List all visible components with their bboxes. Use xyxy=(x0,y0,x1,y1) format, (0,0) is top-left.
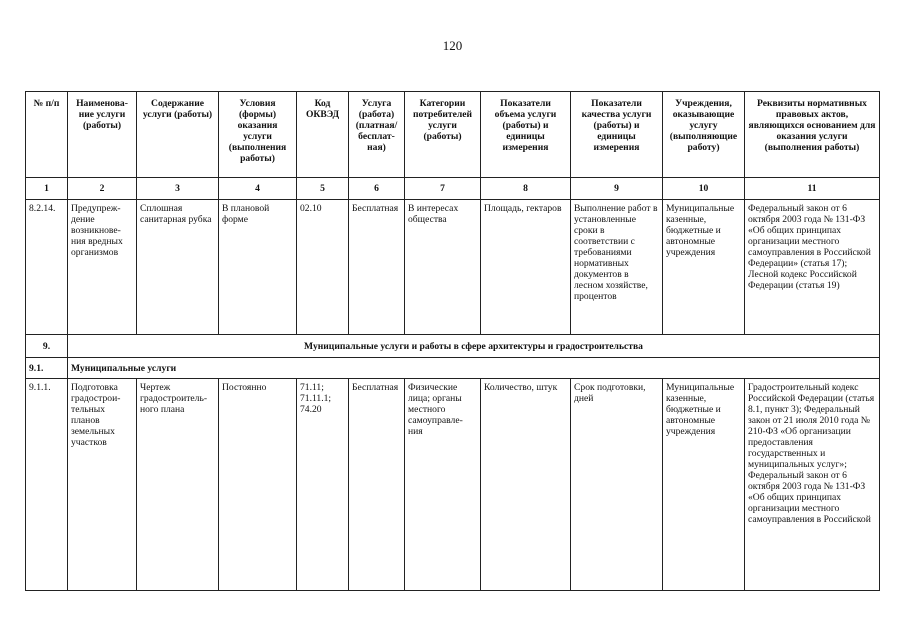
column-number: 10 xyxy=(663,178,745,200)
header-cell: Учреждения, оказывающие услугу (выполняющие работу) xyxy=(663,92,745,178)
header-cell: Услуга (работа) (платная/ бесплат-ная) xyxy=(349,92,405,178)
paid-status: Бесплатная xyxy=(349,379,405,591)
paid-status: Бесплатная xyxy=(349,200,405,335)
volume-indicator: Количество, штук xyxy=(481,379,571,591)
section-title: Муниципальные услуги и работы в сфере архитектуры и градостроительства xyxy=(68,335,880,358)
header-cell: Показатели объема услуги (работы) и единицы измерения xyxy=(481,92,571,178)
header-cell: Реквизиты нормативных правовых актов, являющихся основанием для оказания услуги (выполнения работы) xyxy=(745,92,880,178)
service-conditions: В плановой форме xyxy=(219,200,297,335)
subsection-title: Муниципальные услуги xyxy=(68,358,880,379)
consumer-category: Физические лица; органы местного самоуправле-ния xyxy=(405,379,481,591)
okved-code: 02.10 xyxy=(297,200,349,335)
header-cell: Наименова-ние услуги (работы) xyxy=(68,92,137,178)
column-number: 8 xyxy=(481,178,571,200)
page-number: 120 xyxy=(442,38,463,53)
legal-basis: Градостроительный кодекс Российской Федерации (статья 8.1, пункт 3); Федеральный закон от 21 июля 2010 года № 210-ФЗ «Об организации предоставления государственных и муниципальных услуг»; Федеральный закон от 6 октября 2003 года № 131-ФЗ «Об общих принципах организации местного самоуправления в Российской xyxy=(745,379,880,591)
volume-indicator: Площадь, гектаров xyxy=(481,200,571,335)
column-number: 5 xyxy=(297,178,349,200)
column-number: 11 xyxy=(745,178,880,200)
subsection-number: 9.1. xyxy=(26,358,68,379)
okved-code: 71.11; 71.11.1; 74.20 xyxy=(297,379,349,591)
column-number: 7 xyxy=(405,178,481,200)
column-number: 1 xyxy=(26,178,68,200)
table-header-row xyxy=(26,92,880,178)
legal-basis: Федеральный закон от 6 октября 2003 года № 131-ФЗ «Об общих принципах организации местного самоуправления в Российской Федерации» (статья 17); Лесной кодекс Российской Федерации (статья 19) xyxy=(745,200,880,335)
service-content: Чертеж градостроитель-ного плана xyxy=(137,379,219,591)
service-content: Сплошная санитарная рубка xyxy=(137,200,219,335)
column-number: 3 xyxy=(137,178,219,200)
quality-indicator: Срок подготовки, дней xyxy=(571,379,663,591)
table-row xyxy=(26,379,880,591)
section-number: 9. xyxy=(26,335,68,358)
column-number: 4 xyxy=(219,178,297,200)
service-name: Подготовка градострои-тельных планов земельных участков xyxy=(68,379,137,591)
service-conditions: Постоянно xyxy=(219,379,297,591)
column-number: 6 xyxy=(349,178,405,200)
section-row xyxy=(26,335,880,358)
column-number-row xyxy=(26,178,880,200)
column-number: 2 xyxy=(68,178,137,200)
providing-institutions: Муниципальные казенные, бюджетные и автономные учреждения xyxy=(663,379,745,591)
header-cell: Показатели качества услуги (работы) и единицы измерения xyxy=(571,92,663,178)
subsection-row xyxy=(26,358,880,379)
service-name: Предупреж-дение возникнове-ния вредных организмов xyxy=(68,200,137,335)
table-row xyxy=(26,200,880,335)
column-number: 9 xyxy=(571,178,663,200)
row-number: 8.2.14. xyxy=(26,200,68,335)
quality-indicator: Выполнение работ в установленные сроки в соответствии с требованиями нормативных документов в лесном хозяйстве, процентов xyxy=(571,200,663,335)
row-number: 9.1.1. xyxy=(26,379,68,591)
header-cell: № п/п xyxy=(26,92,68,178)
header-cell: Код ОКВЭД xyxy=(297,92,349,178)
header-cell: Условия (формы) оказания услуги (выполнения работы) xyxy=(219,92,297,178)
header-cell: Содержание услуги (работы) xyxy=(137,92,219,178)
providing-institutions: Муниципальные казенные, бюджетные и автономные учреждения xyxy=(663,200,745,335)
consumer-category: В интересах общества xyxy=(405,200,481,335)
header-cell: Категории потребителей услуги (работы) xyxy=(405,92,481,178)
municipal-services-table xyxy=(25,91,880,591)
